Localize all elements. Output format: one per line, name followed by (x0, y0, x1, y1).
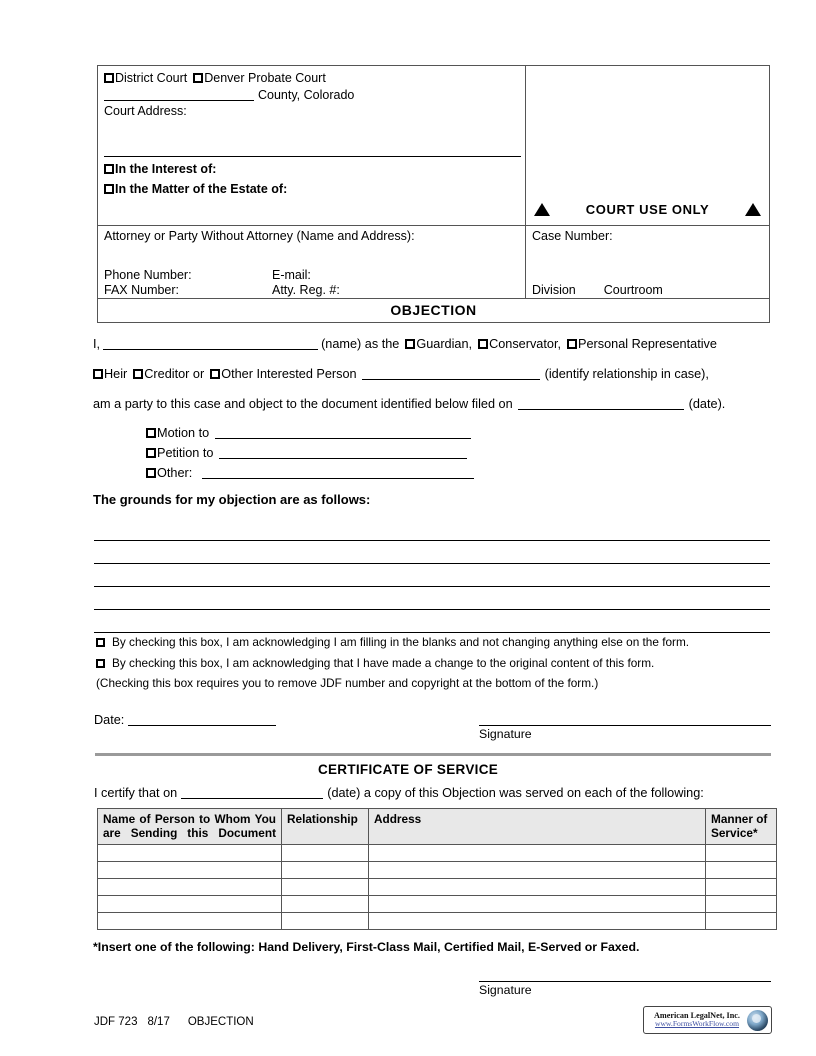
date-suffix-label: (date). (688, 397, 726, 411)
acknowledgement-no-change-label: By checking this box, I am acknowledging I am filling in the blanks and not changing anything else on the form. (112, 635, 690, 649)
other-interested-person-checkbox[interactable] (210, 369, 220, 379)
fax-number-label: FAX Number: (104, 283, 180, 297)
cell-relationship[interactable] (282, 879, 369, 896)
party-identity-line (93, 336, 776, 352)
grounds-line[interactable] (94, 518, 770, 541)
certificate-served-label: (date) a copy of this Objection was served on each of the following: (327, 786, 704, 800)
cell-name[interactable] (98, 862, 282, 879)
case-number-label: Case Number: (532, 229, 613, 243)
in-the-interest-of-row (104, 159, 216, 179)
service-table-header-row (98, 809, 777, 845)
name-as-the-label: (name) as the (321, 337, 400, 351)
logo-website-url: www.FormsWorkFlow.com (654, 1019, 740, 1029)
grounds-line[interactable] (94, 541, 770, 564)
cell-relationship[interactable] (282, 862, 369, 879)
division-label: Division (532, 283, 576, 297)
table-row (98, 896, 777, 913)
cell-relationship[interactable] (282, 845, 369, 862)
certificate-of-service-title: CERTIFICATE OF SERVICE (317, 762, 499, 777)
certificate-signature-label: Signature (479, 983, 532, 997)
county-input-blank[interactable] (104, 87, 254, 101)
creditor-checkbox[interactable] (133, 369, 143, 379)
motion-label: Motion to (157, 426, 210, 440)
attorney-label: Attorney or Party Without Attorney (Name and Address): (104, 229, 415, 243)
motion-row (146, 423, 546, 443)
column-header-address: Address (369, 809, 706, 845)
acknowledgement-note: (Checking this box requires you to remove JDF number and copyright at the bottom of the form.) (96, 676, 599, 690)
filed-on-date-blank[interactable] (518, 396, 684, 410)
guardian-label: Guardian, (416, 337, 473, 351)
district-court-checkbox[interactable] (104, 73, 114, 83)
acknowledgement-changed-checkbox[interactable] (96, 659, 105, 668)
motion-input-blank[interactable] (215, 425, 471, 439)
cell-manner-of-service[interactable] (706, 862, 777, 879)
cell-address[interactable] (369, 845, 706, 862)
county-state-label: County, Colorado (258, 88, 355, 102)
denver-probate-court-checkbox[interactable] (193, 73, 203, 83)
column-header-manner-of-service: Manner of Service* (706, 809, 777, 845)
other-doc-checkbox[interactable] (146, 468, 156, 478)
logo-company-name: American LegalNet, Inc. (654, 1010, 740, 1020)
grounds-header: The grounds for my objection are as follows: (93, 492, 371, 507)
triangle-left-icon (534, 203, 550, 216)
date-label: Date: (94, 713, 125, 727)
heir-checkbox[interactable] (93, 369, 103, 379)
signature-block-certificate (479, 968, 771, 997)
grounds-line[interactable] (94, 564, 770, 587)
caption-middle-row (98, 225, 769, 298)
in-the-matter-of-estate-label: In the Matter of the Estate of: (115, 182, 288, 196)
cell-address[interactable] (369, 913, 706, 930)
cell-address[interactable] (369, 879, 706, 896)
party-object-line (93, 396, 776, 412)
signature-block-objection (479, 712, 771, 741)
acknowledgement-changed-row (96, 655, 776, 671)
case-number-cell (526, 226, 769, 298)
footer-form-number: JDF 723 (94, 1016, 138, 1028)
signature-label: Signature (479, 727, 532, 741)
table-row (98, 879, 777, 896)
form-title: OBJECTION (98, 298, 769, 322)
other-roles-line (93, 366, 776, 382)
objection-body (93, 336, 776, 426)
certify-label: I certify that on (94, 786, 178, 800)
table-row (98, 913, 777, 930)
cell-manner-of-service[interactable] (706, 879, 777, 896)
court-address-rule (104, 156, 521, 157)
signature-input-blank[interactable] (479, 712, 771, 726)
motion-checkbox[interactable] (146, 428, 156, 438)
personal-representative-label: Personal Representative (578, 337, 717, 351)
petition-input-blank[interactable] (219, 445, 467, 459)
caption-top-row (98, 66, 769, 225)
district-court-label: District Court (115, 71, 188, 85)
cell-relationship[interactable] (282, 913, 369, 930)
in-the-interest-of-label: In the Interest of: (115, 162, 217, 176)
other-doc-row (146, 463, 546, 483)
email-label: E-mail: (272, 268, 311, 282)
table-row (98, 862, 777, 879)
certificate-intro-line (94, 785, 704, 800)
attorney-info-cell (98, 226, 526, 298)
grounds-write-in-area (94, 518, 770, 633)
denver-probate-court-label: Denver Probate Court (204, 71, 326, 85)
acknowledgement-changed-label: By checking this box, I am acknowledging that I have made a change to the original content of this form. (112, 656, 655, 670)
in-the-interest-of-checkbox[interactable] (104, 164, 114, 174)
in-the-matter-of-estate-row (104, 179, 287, 199)
footer-form-name: OBJECTION (187, 1016, 254, 1028)
conservator-label: Conservator, (489, 337, 561, 351)
petition-row (146, 443, 546, 463)
logo-text-group (647, 1012, 747, 1029)
manner-of-service-footnote: *Insert one of the following: Hand Delivery, First-Class Mail, Certified Mail, E-Served or Faxed. (93, 940, 640, 954)
creditor-label: Creditor or (144, 367, 205, 381)
triangle-right-icon (745, 203, 761, 216)
other-doc-input-blank[interactable] (202, 465, 474, 479)
court-use-only-banner (526, 202, 769, 217)
cell-name[interactable] (98, 879, 282, 896)
court-use-only-cell (526, 66, 769, 225)
cell-name[interactable] (98, 896, 282, 913)
fax-row (104, 283, 514, 298)
other-interested-person-label: Other Interested Person (221, 367, 357, 381)
service-table-body (98, 845, 777, 930)
footer-form-identifier (94, 1016, 254, 1028)
logo-sphere-icon (747, 1010, 768, 1031)
american-legalnet-logo (643, 1006, 772, 1034)
court-address-label: Court Address: (104, 104, 187, 118)
cell-manner-of-service[interactable] (706, 913, 777, 930)
personal-representative-checkbox[interactable] (567, 339, 577, 349)
county-line (104, 87, 519, 104)
court-use-only-label: COURT USE ONLY (585, 202, 710, 217)
cell-relationship[interactable] (282, 896, 369, 913)
table-row (98, 845, 777, 862)
date-row (94, 712, 276, 727)
court-identification-cell (98, 66, 526, 225)
acknowledgement-block (96, 634, 776, 691)
conservator-checkbox[interactable] (478, 339, 488, 349)
in-the-matter-of-estate-checkbox[interactable] (104, 184, 114, 194)
footer-revision-date: 8/17 (147, 1016, 170, 1028)
petition-checkbox[interactable] (146, 448, 156, 458)
phone-number-label: Phone Number: (104, 268, 192, 282)
relationship-input-blank[interactable] (362, 366, 540, 380)
cell-address[interactable] (369, 862, 706, 879)
column-header-relationship: Relationship (282, 809, 369, 845)
cell-address[interactable] (369, 896, 706, 913)
identify-relationship-label: (identify relationship in case), (544, 367, 709, 381)
atty-reg-label: Atty. Reg. #: (272, 283, 340, 297)
certificate-date-blank[interactable] (181, 785, 323, 799)
grounds-line[interactable] (94, 587, 770, 610)
phone-row (104, 268, 514, 283)
acknowledgement-no-change-row (96, 634, 776, 650)
heir-label: Heir (104, 367, 128, 381)
object-statement-label: am a party to this case and object to the document identified below filed on (93, 397, 513, 411)
cell-name[interactable] (98, 913, 282, 930)
name-input-blank[interactable] (103, 336, 318, 350)
court-type-line (104, 70, 519, 86)
guardian-checkbox[interactable] (405, 339, 415, 349)
cell-manner-of-service[interactable] (706, 896, 777, 913)
petition-label: Petition to (157, 446, 214, 460)
date-input-blank[interactable] (128, 712, 276, 726)
column-header-name: Name of Person to Whom You are Sending this Document (98, 809, 282, 845)
cell-name[interactable] (98, 845, 282, 862)
other-doc-label: Other: (157, 466, 193, 480)
division-courtroom-row (532, 283, 663, 298)
grounds-line[interactable] (94, 610, 770, 633)
courtroom-label: Courtroom (603, 283, 663, 297)
service-table (97, 808, 777, 930)
section-divider (95, 753, 771, 756)
cell-manner-of-service[interactable] (706, 845, 777, 862)
certificate-signature-input-blank[interactable] (479, 968, 771, 982)
caption-box (97, 65, 770, 323)
i-label: I, (93, 337, 101, 351)
document-type-list (146, 423, 546, 483)
acknowledgement-no-change-checkbox[interactable] (96, 638, 105, 647)
